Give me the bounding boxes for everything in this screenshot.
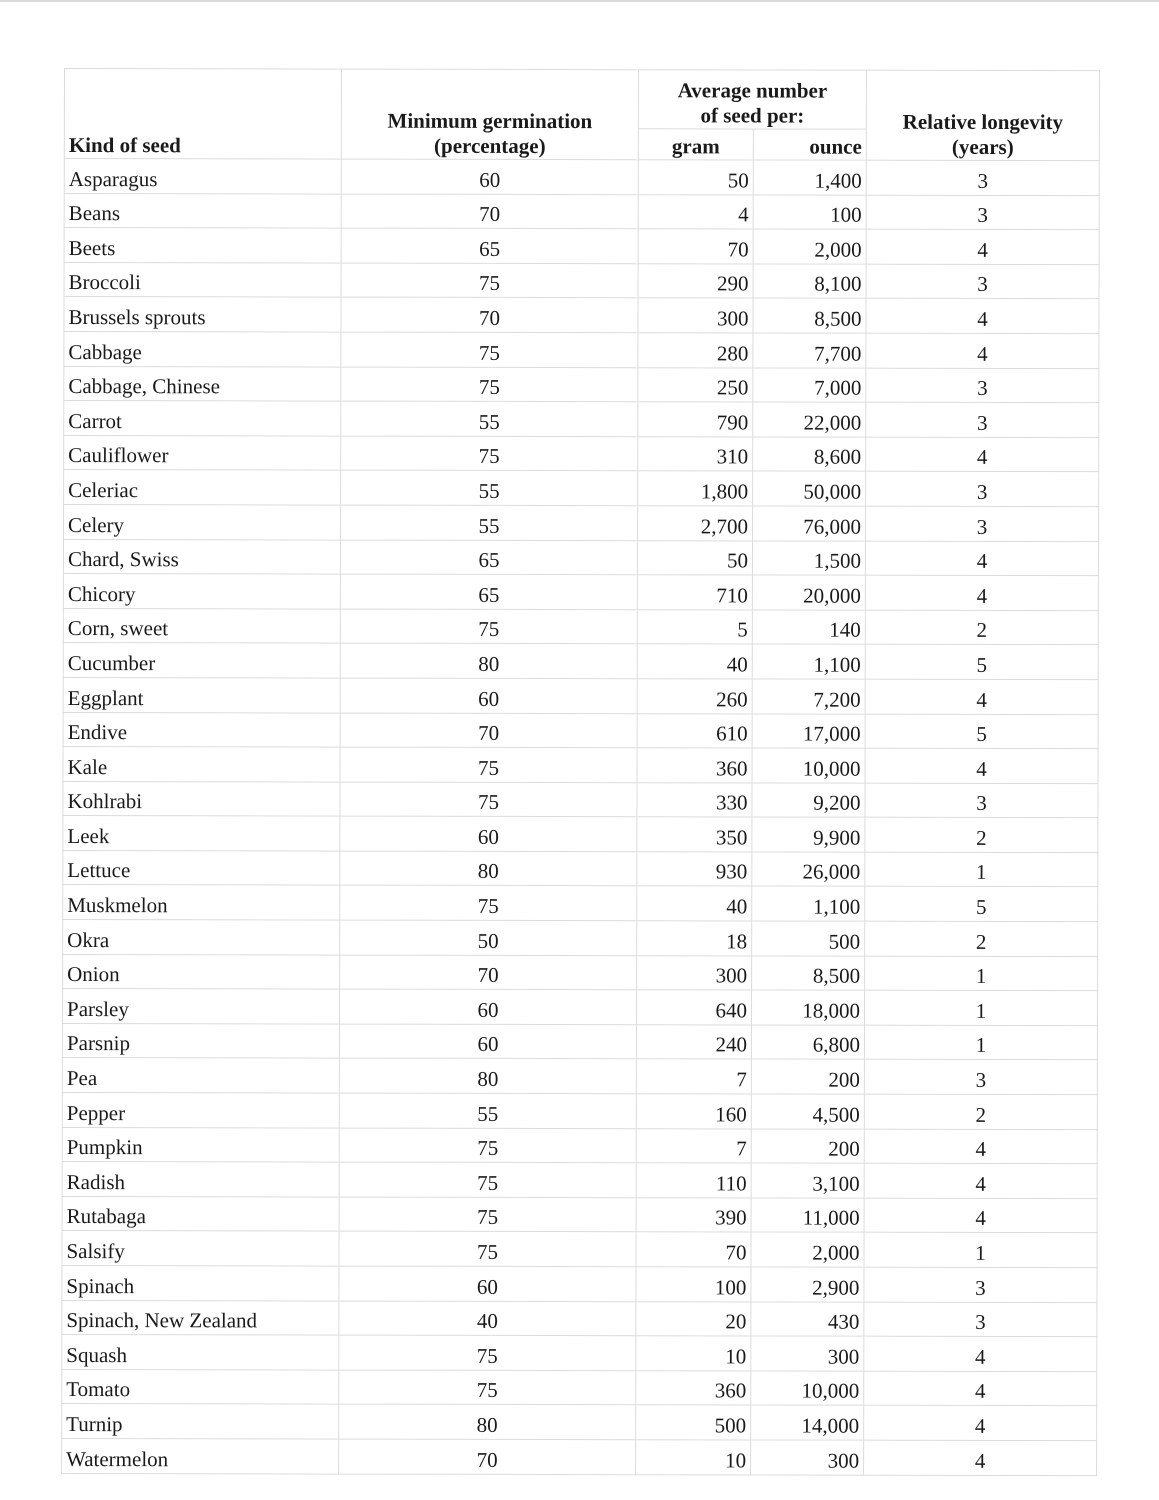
- cell-longevity: 4: [865, 679, 1098, 714]
- cell-longevity: 1: [864, 1025, 1097, 1060]
- cell-seeds-per-gram: 360: [636, 1370, 751, 1405]
- table-row: [63, 781, 1098, 818]
- cell-longevity: 4: [864, 1198, 1097, 1233]
- cell-kind: Cabbage, Chinese: [64, 366, 341, 401]
- table-row: [63, 574, 1098, 611]
- cell-seeds-per-gram: 250: [638, 367, 753, 402]
- cell-seeds-per-gram: 7: [636, 1059, 751, 1094]
- cell-seeds-per-ounce: 22,000: [753, 402, 866, 437]
- cell-longevity: 4: [865, 575, 1098, 610]
- cell-kind: Celeriac: [64, 470, 341, 505]
- cell-germination: 55: [341, 505, 638, 540]
- cell-longevity: 3: [864, 1302, 1097, 1337]
- header-longevity-line2: (years): [951, 134, 1014, 159]
- header-germination-line2: (percentage): [434, 133, 546, 159]
- cell-seeds-per-ounce: 26,000: [752, 852, 865, 887]
- cell-germination: 70: [341, 297, 638, 332]
- cell-kind: Onion: [63, 954, 340, 989]
- cell-longevity: 2: [864, 1094, 1097, 1129]
- header-longevity-line1: Relative longevity: [902, 109, 1064, 135]
- cell-germination: 55: [339, 1093, 636, 1128]
- cell-kind: Kohlrabi: [63, 781, 340, 816]
- header-ounce: ounce: [753, 129, 866, 160]
- cell-germination: 60: [340, 816, 637, 851]
- table-body: [62, 159, 1100, 1476]
- cell-germination: 60: [339, 1266, 636, 1301]
- table-row: [62, 1335, 1097, 1372]
- cell-longevity: 2: [865, 921, 1098, 956]
- cell-seeds-per-ounce: 200: [751, 1059, 864, 1094]
- table-row: [62, 1023, 1097, 1060]
- cell-seeds-per-gram: 290: [638, 263, 753, 298]
- cell-seeds-per-gram: 7: [636, 1128, 751, 1163]
- cell-seeds-per-gram: 280: [638, 333, 753, 368]
- cell-kind: Cucumber: [63, 643, 340, 678]
- cell-longevity: 3: [866, 264, 1099, 299]
- cell-longevity: 1: [864, 990, 1097, 1025]
- cell-germination: 55: [341, 401, 638, 436]
- cell-germination: 75: [341, 263, 638, 298]
- cell-germination: 40: [339, 1301, 636, 1336]
- cell-kind: Cauliflower: [64, 435, 341, 470]
- cell-longevity: 2: [865, 610, 1098, 645]
- cell-longevity: 4: [864, 1163, 1097, 1198]
- cell-kind: Beans: [64, 193, 341, 228]
- cell-kind: Carrot: [64, 401, 341, 436]
- cell-kind: Radish: [62, 1162, 339, 1197]
- cell-longevity: 3: [866, 472, 1099, 507]
- cell-kind: Endive: [63, 712, 340, 747]
- cell-kind: Chard, Swiss: [63, 539, 340, 574]
- cell-germination: 60: [339, 1024, 636, 1059]
- cell-kind: Rutabaga: [62, 1196, 339, 1231]
- table-row: [64, 159, 1099, 196]
- cell-seeds-per-ounce: 17,000: [752, 713, 865, 748]
- cell-seeds-per-gram: 70: [636, 1232, 751, 1267]
- cell-seeds-per-gram: 710: [637, 575, 752, 610]
- cell-kind: Broccoli: [64, 262, 341, 297]
- cell-kind: Turnip: [62, 1404, 339, 1439]
- table-row: [63, 643, 1098, 680]
- header-average-line2: of seed per:: [700, 103, 805, 128]
- cell-seeds-per-ounce: 3,100: [751, 1163, 864, 1198]
- cell-seeds-per-gram: 360: [637, 748, 752, 783]
- cell-seeds-per-gram: 930: [637, 852, 752, 887]
- cell-seeds-per-ounce: 200: [751, 1129, 864, 1164]
- cell-longevity: 3: [866, 402, 1099, 437]
- cell-longevity: 5: [865, 887, 1098, 922]
- cell-seeds-per-gram: 110: [636, 1163, 751, 1198]
- table-row: [62, 1058, 1097, 1095]
- cell-seeds-per-gram: 50: [637, 540, 752, 575]
- cell-kind: Pumpkin: [62, 1127, 339, 1162]
- cell-seeds-per-gram: 40: [637, 644, 752, 679]
- cell-seeds-per-gram: 70: [638, 229, 753, 264]
- cell-germination: 80: [339, 1404, 636, 1439]
- cell-seeds-per-gram: 300: [637, 955, 752, 990]
- header-minimum-germination: [341, 69, 638, 160]
- cell-seeds-per-gram: 310: [638, 436, 753, 471]
- cell-kind: Lettuce: [63, 850, 340, 885]
- cell-germination: 80: [340, 851, 637, 886]
- cell-longevity: 4: [864, 1129, 1097, 1164]
- cell-seeds-per-gram: 260: [637, 679, 752, 714]
- page-top-edge: [0, 0, 1159, 2]
- cell-seeds-per-ounce: 300: [751, 1440, 864, 1475]
- cell-seeds-per-ounce: 10,000: [752, 748, 865, 783]
- cell-seeds-per-ounce: 9,200: [752, 783, 865, 818]
- cell-seeds-per-gram: 330: [637, 782, 752, 817]
- cell-kind: Eggplant: [63, 677, 340, 712]
- header-row-top: [64, 69, 1099, 130]
- table-row: [64, 401, 1099, 438]
- cell-seeds-per-ounce: 1,100: [752, 886, 865, 921]
- header-kind-of-seed: Kind of seed: [64, 69, 341, 160]
- cell-germination: 70: [340, 713, 637, 748]
- cell-seeds-per-ounce: 7,000: [753, 368, 866, 403]
- cell-kind: Corn, sweet: [63, 608, 340, 643]
- cell-seeds-per-gram: 1,800: [638, 471, 753, 506]
- table-row: [62, 1127, 1097, 1164]
- cell-kind: Pepper: [62, 1093, 339, 1128]
- cell-seeds-per-ounce: 8,500: [753, 298, 866, 333]
- cell-seeds-per-ounce: 50,000: [753, 471, 866, 506]
- table-row: [62, 1438, 1097, 1475]
- table-row: [62, 989, 1097, 1026]
- cell-seeds-per-ounce: 8,500: [752, 956, 865, 991]
- cell-seeds-per-gram: 640: [636, 990, 751, 1025]
- cell-seeds-per-gram: 18: [637, 921, 752, 956]
- cell-longevity: 1: [864, 1233, 1097, 1268]
- cell-seeds-per-gram: 20: [636, 1301, 751, 1336]
- cell-germination: 70: [340, 955, 637, 990]
- cell-seeds-per-ounce: 430: [751, 1302, 864, 1337]
- table-row: [64, 470, 1099, 507]
- table-row: [63, 677, 1098, 714]
- cell-seeds-per-gram: 160: [636, 1094, 751, 1129]
- table-header: [64, 69, 1099, 161]
- cell-longevity: 4: [866, 229, 1099, 264]
- cell-seeds-per-gram: 390: [636, 1198, 751, 1233]
- cell-longevity: 3: [865, 783, 1098, 818]
- cell-longevity: 4: [864, 1406, 1097, 1441]
- cell-seeds-per-ounce: 11,000: [751, 1198, 864, 1233]
- cell-kind: Beets: [64, 228, 341, 263]
- table-row: [64, 228, 1099, 265]
- cell-seeds-per-ounce: 6,800: [751, 1025, 864, 1060]
- cell-seeds-per-gram: 350: [637, 817, 752, 852]
- cell-kind: Kale: [63, 747, 340, 782]
- table-row: [63, 747, 1098, 784]
- table-row: [62, 1265, 1097, 1302]
- cell-seeds-per-ounce: 9,900: [752, 817, 865, 852]
- cell-seeds-per-gram: 10: [636, 1336, 751, 1371]
- seed-table: [61, 68, 1100, 1476]
- header-average-number: [638, 70, 866, 129]
- table-row: [63, 920, 1098, 957]
- cell-longevity: 3: [864, 1267, 1097, 1302]
- cell-kind: Celery: [64, 504, 341, 539]
- cell-kind: Asparagus: [64, 159, 341, 194]
- cell-seeds-per-ounce: 18,000: [751, 990, 864, 1025]
- cell-longevity: 4: [865, 541, 1098, 576]
- cell-seeds-per-ounce: 1,100: [752, 644, 865, 679]
- cell-seeds-per-gram: 790: [638, 402, 753, 437]
- header-gram: gram: [638, 129, 753, 160]
- cell-longevity: 4: [864, 1336, 1097, 1371]
- cell-seeds-per-ounce: 2,000: [753, 229, 866, 264]
- cell-longevity: 4: [864, 1371, 1097, 1406]
- table-row: [64, 331, 1099, 368]
- cell-germination: 75: [339, 1197, 636, 1232]
- cell-seeds-per-ounce: 140: [752, 610, 865, 645]
- cell-longevity: 3: [864, 1060, 1097, 1095]
- cell-seeds-per-gram: 240: [636, 1025, 751, 1060]
- cell-seeds-per-ounce: 8,600: [753, 437, 866, 472]
- cell-seeds-per-ounce: 1,400: [753, 160, 866, 195]
- cell-germination: 60: [340, 678, 637, 713]
- table-row: [64, 435, 1099, 472]
- cell-longevity: 5: [865, 714, 1098, 749]
- cell-seeds-per-gram: 40: [637, 886, 752, 921]
- table-row: [62, 1196, 1097, 1233]
- cell-seeds-per-gram: 50: [638, 160, 753, 195]
- table-row: [63, 608, 1098, 645]
- cell-germination: 50: [340, 920, 637, 955]
- cell-seeds-per-ounce: 1,500: [752, 540, 865, 575]
- cell-seeds-per-ounce: 300: [751, 1336, 864, 1371]
- cell-germination: 70: [341, 194, 638, 229]
- cell-kind: Parsley: [62, 989, 339, 1024]
- cell-kind: Spinach, New Zealand: [62, 1300, 339, 1335]
- cell-seeds-per-ounce: 500: [752, 921, 865, 956]
- cell-kind: Spinach: [62, 1265, 339, 1300]
- table-row: [62, 1231, 1097, 1268]
- cell-germination: 75: [340, 609, 637, 644]
- cell-germination: 75: [341, 436, 638, 471]
- table-row: [63, 539, 1098, 576]
- cell-seeds-per-gram: 300: [638, 298, 753, 333]
- cell-seeds-per-ounce: 4,500: [751, 1094, 864, 1129]
- cell-longevity: 2: [865, 817, 1098, 852]
- cell-germination: 65: [340, 540, 637, 575]
- cell-germination: 75: [341, 332, 638, 367]
- table-row: [63, 885, 1098, 922]
- table-row: [62, 1300, 1097, 1337]
- cell-longevity: 4: [864, 1440, 1097, 1475]
- cell-longevity: 1: [865, 852, 1098, 887]
- table-row: [64, 193, 1099, 230]
- table-row: [64, 366, 1099, 403]
- cell-germination: 80: [340, 643, 637, 678]
- cell-seeds-per-gram: 5: [637, 609, 752, 644]
- cell-seeds-per-gram: 500: [636, 1405, 751, 1440]
- cell-kind: Leek: [63, 816, 340, 851]
- cell-germination: 80: [339, 1059, 636, 1094]
- cell-seeds-per-ounce: 2,000: [751, 1232, 864, 1267]
- cell-germination: 75: [339, 1128, 636, 1163]
- cell-germination: 70: [339, 1439, 636, 1474]
- header-average-line1: Average number: [677, 78, 828, 103]
- table-row: [63, 954, 1098, 991]
- cell-longevity: 4: [865, 748, 1098, 783]
- cell-kind: Chicory: [63, 574, 340, 609]
- table-row: [63, 850, 1098, 887]
- table-row: [62, 1093, 1097, 1130]
- cell-germination: 75: [340, 782, 637, 817]
- cell-seeds-per-gram: 10: [636, 1440, 751, 1475]
- cell-longevity: 3: [866, 195, 1099, 230]
- cell-germination: 75: [339, 1162, 636, 1197]
- cell-germination: 55: [341, 470, 638, 505]
- cell-seeds-per-gram: 610: [637, 713, 752, 748]
- table-row: [64, 262, 1099, 299]
- cell-seeds-per-ounce: 10,000: [751, 1371, 864, 1406]
- cell-kind: Brussels sprouts: [64, 297, 341, 332]
- cell-kind: Watermelon: [62, 1438, 339, 1473]
- cell-seeds-per-gram: 2,700: [638, 506, 753, 541]
- cell-germination: 65: [340, 574, 637, 609]
- cell-kind: Parsnip: [62, 1023, 339, 1058]
- cell-seeds-per-ounce: 20,000: [752, 575, 865, 610]
- cell-seeds-per-ounce: 7,700: [753, 333, 866, 368]
- cell-longevity: 4: [866, 299, 1099, 334]
- header-germination-line1: Minimum germination: [387, 108, 593, 134]
- cell-seeds-per-ounce: 100: [753, 195, 866, 230]
- table-row: [62, 1369, 1097, 1406]
- cell-germination: 75: [339, 1370, 636, 1405]
- cell-longevity: 4: [866, 437, 1099, 472]
- cell-germination: 75: [340, 747, 637, 782]
- cell-longevity: 3: [866, 160, 1099, 195]
- table-row: [64, 297, 1099, 334]
- cell-kind: Muskmelon: [63, 885, 340, 920]
- cell-seeds-per-ounce: 76,000: [753, 506, 866, 541]
- cell-germination: 75: [341, 367, 638, 402]
- cell-seeds-per-gram: 100: [636, 1267, 751, 1302]
- cell-kind: Squash: [62, 1335, 339, 1370]
- cell-longevity: 5: [865, 644, 1098, 679]
- cell-germination: 65: [341, 228, 638, 263]
- cell-longevity: 3: [866, 506, 1099, 541]
- cell-seeds-per-gram: 4: [638, 194, 753, 229]
- table-row: [62, 1404, 1097, 1441]
- cell-longevity: 1: [865, 956, 1098, 991]
- cell-kind: Okra: [63, 920, 340, 955]
- cell-kind: Tomato: [62, 1369, 339, 1404]
- cell-germination: 60: [341, 159, 638, 194]
- cell-germination: 75: [339, 1231, 636, 1266]
- cell-germination: 75: [339, 1335, 636, 1370]
- cell-germination: 60: [339, 989, 636, 1024]
- cell-longevity: 3: [866, 368, 1099, 403]
- cell-seeds-per-ounce: 2,900: [751, 1267, 864, 1302]
- cell-germination: 75: [340, 886, 637, 921]
- cell-longevity: 4: [866, 333, 1099, 368]
- header-relative-longevity: [866, 70, 1099, 160]
- cell-kind: Salsify: [62, 1231, 339, 1266]
- cell-seeds-per-ounce: 8,100: [753, 264, 866, 299]
- table-row: [63, 816, 1098, 853]
- table-row: [63, 712, 1098, 749]
- table-row: [64, 504, 1099, 541]
- table-row: [62, 1162, 1097, 1199]
- cell-kind: Cabbage: [64, 331, 341, 366]
- cell-seeds-per-ounce: 7,200: [752, 679, 865, 714]
- cell-seeds-per-ounce: 14,000: [751, 1405, 864, 1440]
- cell-kind: Pea: [62, 1058, 339, 1093]
